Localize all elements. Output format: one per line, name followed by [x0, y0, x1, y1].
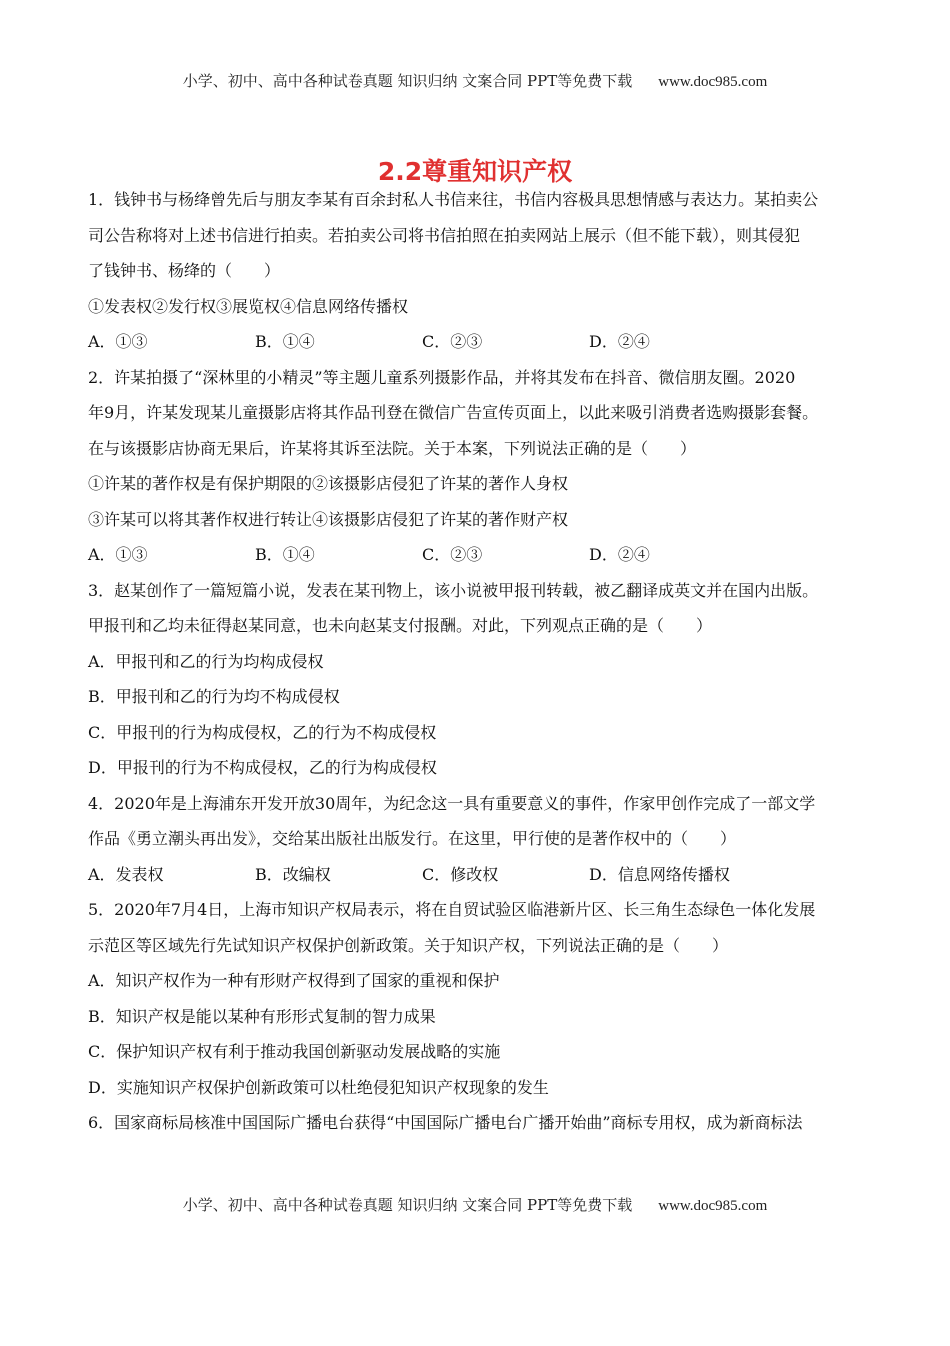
option-a[interactable]: A．甲报刊和乙的行为均构成侵权: [88, 651, 324, 671]
question-2-line-2: 年9月，许某发现某儿童摄影店将其作品刊登在微信广告宣传页面上，以此来吸引消费者选购摄影套餐。: [88, 403, 819, 422]
question-list: [88, 182, 868, 1141]
option-c[interactable]: C．保护知识产权有利于推动我国创新驱动发展战略的实施: [88, 1042, 501, 1061]
header-url[interactable]: www.doc985.com: [658, 74, 768, 90]
question-1: [88, 182, 868, 360]
header-text: 小学、初中、高中各种试卷真题 知识归纳 文案合同 PPT等免费下载: [182, 72, 633, 90]
option-d[interactable]: D．甲报刊的行为不构成侵权，乙的行为构成侵权: [88, 758, 437, 777]
question-2-line-3: 在与该摄影店协商无果后，许某将其诉至法院。关于本案，下列说法正确的是（ ）: [88, 438, 697, 458]
question-2-line-5: ③许某可以将其著作权进行转让④该摄影店侵犯了许某的著作财产权: [88, 509, 569, 529]
option-a[interactable]: A．知识产权作为一种有形财产权得到了国家的重视和保护: [88, 971, 500, 990]
option-b[interactable]: B．①④: [255, 545, 315, 564]
option-d[interactable]: D．②④: [589, 545, 650, 564]
option-a[interactable]: A．①③: [88, 545, 148, 564]
question-2-line-4: ①许某的著作权是有保护期限的②该摄影店侵犯了许某的著作人身权: [88, 474, 569, 493]
option-b[interactable]: B．改编权: [255, 864, 331, 884]
option-d[interactable]: D．实施知识产权保护创新政策可以杜绝侵犯知识产权现象的发生: [88, 1077, 549, 1097]
page-footer: [0, 1194, 950, 1215]
option-c[interactable]: C．修改权: [422, 864, 499, 884]
option-c[interactable]: C．②③: [422, 545, 483, 564]
option-a[interactable]: A．发表权: [88, 864, 164, 884]
question-5: [88, 892, 868, 1105]
option-b[interactable]: B．甲报刊和乙的行为均不构成侵权: [88, 687, 340, 706]
question-1-line-3: 了钱钟书、杨绛的（ ）: [88, 261, 281, 280]
question-1-line-4: ①发表权②发行权③展览权④信息网络传播权: [88, 296, 409, 316]
option-b[interactable]: B．知识产权是能以某种有形形式复制的智力成果: [88, 1006, 436, 1026]
option-d[interactable]: D．信息网络传播权: [589, 864, 730, 884]
question-1-line-1: 1．钱钟书与杨绛曾先后与朋友李某有百余封私人书信来往，书信内容极具思想情感与表达力。某拍卖公: [88, 190, 819, 209]
question-5-line-2: 示范区等区域先行先试知识产权保护创新政策。关于知识产权，下列说法正确的是（ ）: [88, 935, 729, 955]
option-c[interactable]: C．②③: [422, 332, 483, 351]
question-4-line-1: 4．2020年是上海浦东开发开放30周年，为纪念这一具有重要意义的事件，作家甲创作完成了一部文学: [88, 793, 816, 813]
question-3: [88, 573, 868, 786]
option-c[interactable]: C．甲报刊的行为构成侵权，乙的行为不构成侵权: [88, 722, 437, 742]
option-d[interactable]: D．②④: [589, 332, 650, 351]
question-2-line-1: 2．许某拍摄了“深林里的小精灵”等主题儿童系列摄影作品，并将其发布在抖音、微信朋友圈。2020: [88, 367, 796, 387]
page-title: 2.2尊重知识产权: [377, 157, 573, 186]
question-3-line-2: 甲报刊和乙均未征得赵某同意，也未向赵某支付报酬。对此，下列观点正确的是（ ）: [88, 616, 713, 635]
page-header: [0, 70, 950, 91]
question-4: [88, 786, 868, 893]
option-a[interactable]: A．①③: [88, 332, 148, 351]
question-1-options: [88, 324, 868, 360]
question-2-options: [88, 537, 868, 573]
question-1-line-2: 司公告称将对上述书信进行拍卖。若拍卖公司将书信拍照在拍卖网站上展示（但不能下载），则其侵犯: [88, 225, 801, 245]
question-4-options: [88, 857, 868, 893]
question-6-line-1: 6．国家商标局核准中国国际广播电台获得“中国国际广播电台广播开始曲”商标专用权，成为新商标法: [88, 1113, 803, 1132]
question-2: [88, 360, 868, 573]
question-3-line-1: 3．赵某创作了一篇短篇小说，发表在某刊物上，该小说被甲报刊转载，被乙翻译成英文并在国内出版。: [88, 580, 819, 600]
footer-text: 小学、初中、高中各种试卷真题 知识归纳 文案合同 PPT等免费下载: [182, 1196, 633, 1214]
option-b[interactable]: B．①④: [255, 332, 315, 351]
question-5-line-1: 5．2020年7月4日，上海市知识产权局表示，将在自贸试验区临港新片区、长三角生态绿色一体化发展: [88, 900, 816, 919]
question-6: [88, 1105, 868, 1141]
footer-url[interactable]: www.doc985.com: [658, 1198, 768, 1214]
question-4-line-2: 作品《勇立潮头再出发》，交给某出版社出版发行。在这里，甲行使的是著作权中的（ ）: [88, 829, 737, 848]
